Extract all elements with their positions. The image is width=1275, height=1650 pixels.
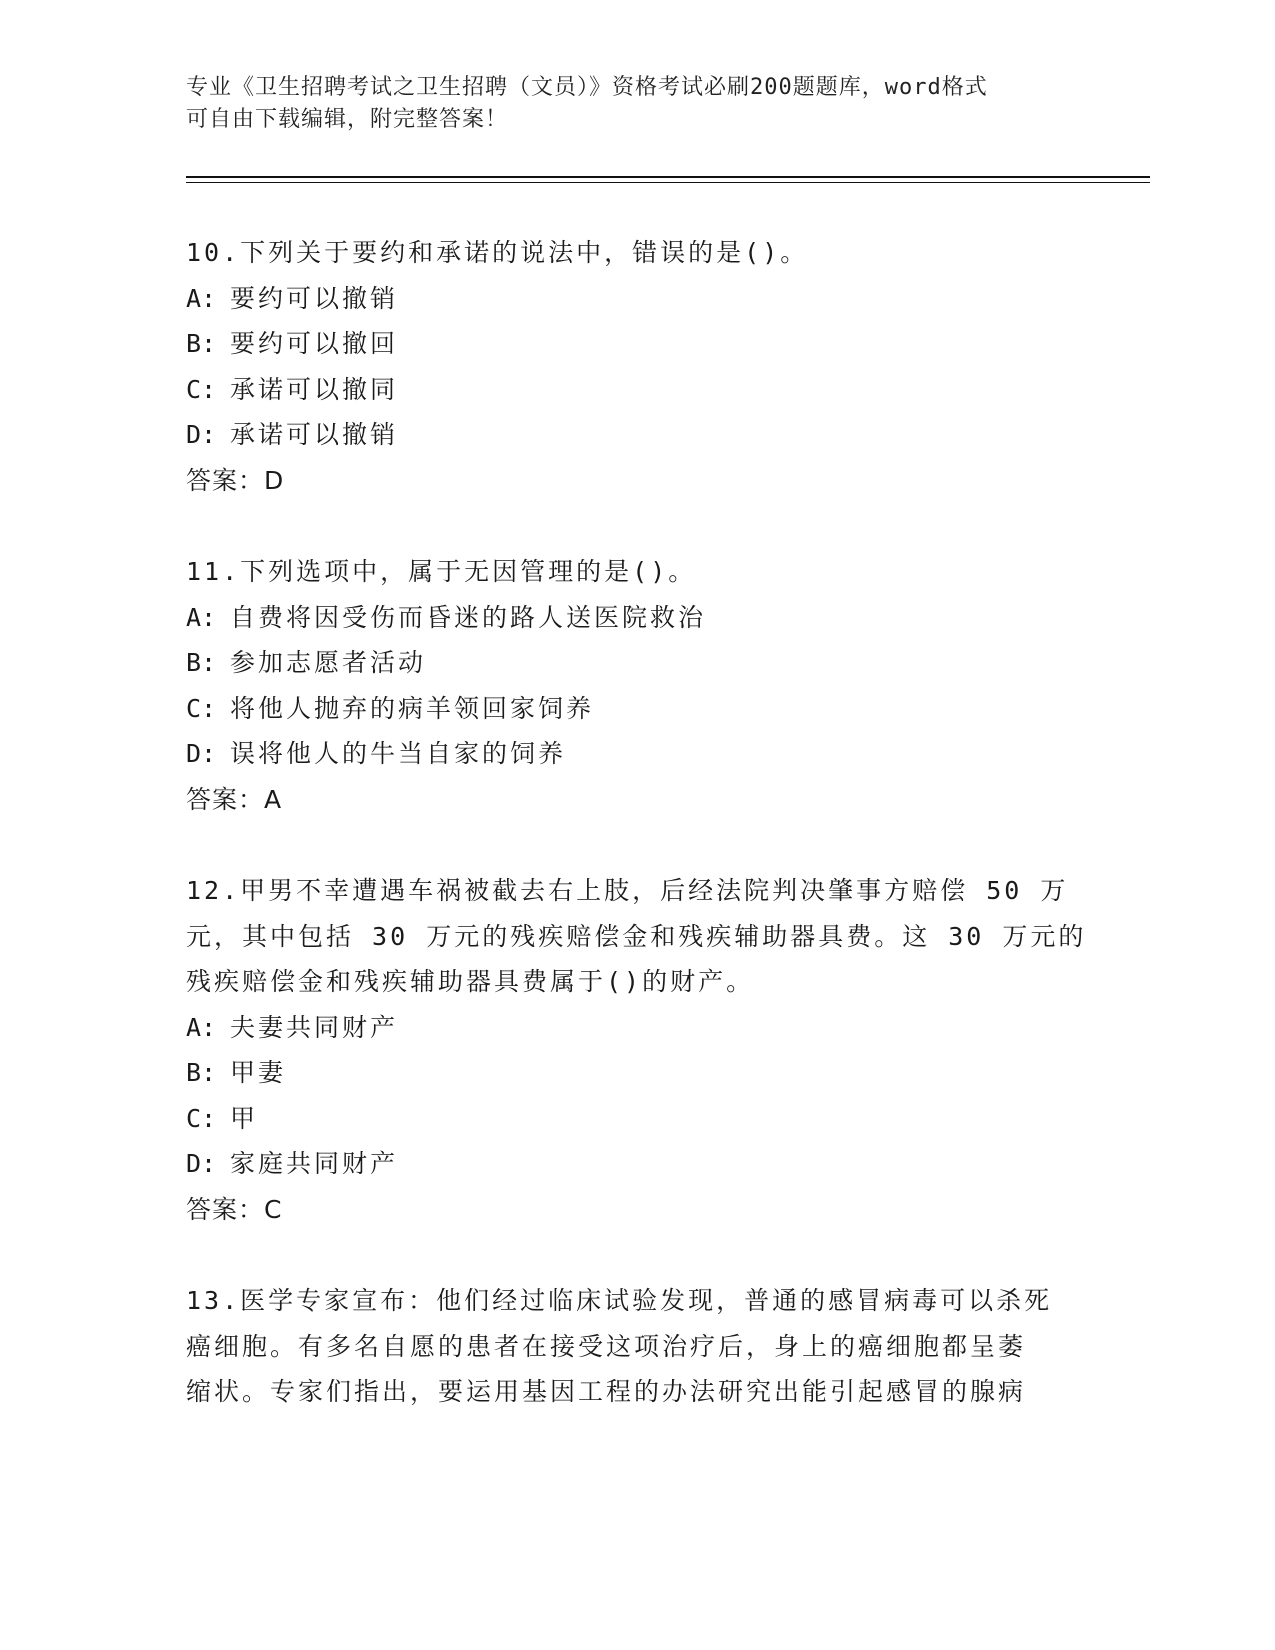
answer-line: 答案：C	[186, 1194, 283, 1224]
option-letter: D:	[186, 739, 217, 768]
option-letter: A:	[186, 283, 217, 313]
question-13	[186, 1278, 1066, 1415]
option-text: 承诺可以撤销	[230, 420, 399, 449]
option-b	[186, 1050, 1066, 1096]
option-letter: B:	[186, 1058, 217, 1087]
question-12	[186, 868, 1087, 1232]
option-text: 甲	[230, 1103, 259, 1133]
document-header	[186, 72, 1066, 136]
option-text: 家庭共同财产	[230, 1149, 399, 1178]
header-line-1: 专业《卫生招聘考试之卫生招聘（文员）》资格考试必刷200题题库，word格式	[186, 75, 988, 100]
option-letter: B:	[186, 648, 217, 677]
header-divider-thick	[186, 176, 1150, 178]
option-c	[186, 367, 1066, 413]
question-stem: 10.下列关于要约和承诺的说法中，错误的是()。	[186, 238, 809, 267]
option-b	[186, 640, 1066, 686]
header-divider-thin	[186, 182, 1150, 183]
option-letter: A:	[186, 1012, 217, 1042]
option-letter: A:	[186, 602, 217, 632]
question-11	[186, 549, 1066, 822]
option-text: 甲妻	[230, 1058, 287, 1087]
option-letter: C:	[186, 1103, 217, 1133]
question-stem-line: 残疾赔偿金和残疾辅助器具费属于()的财产。	[186, 967, 755, 996]
option-letter: B:	[186, 329, 217, 358]
option-c	[186, 1096, 1066, 1142]
option-letter: C:	[186, 374, 217, 404]
option-text: 参加志愿者活动	[230, 648, 427, 677]
option-d	[186, 1141, 1066, 1187]
option-text: 承诺可以撤同	[230, 374, 399, 404]
question-stem-line: 元，其中包括 30 万元的残疾赔偿金和残疾辅助器具费。这 30 万元的	[186, 921, 1087, 951]
option-a	[186, 276, 1066, 322]
option-letter: D:	[186, 420, 217, 449]
option-text: 夫妻共同财产	[230, 1012, 399, 1042]
option-text: 要约可以撤销	[230, 283, 399, 313]
option-c	[186, 686, 1066, 732]
option-letter: C:	[186, 693, 217, 723]
question-list	[186, 230, 1087, 1461]
question-stem-line: 12.甲男不幸遭遇车祸被截去右上肢，后经法院判决肇事方赔偿 50 万	[186, 876, 1069, 905]
question-stem-line: 13.医学专家宣布：他们经过临床试验发现，普通的感冒病毒可以杀死	[186, 1286, 1053, 1315]
option-d	[186, 412, 1066, 458]
header-line-2: 可自由下载编辑，附完整答案！	[186, 107, 509, 132]
option-text: 将他人抛弃的病羊领回家饲养	[230, 693, 595, 723]
question-10	[186, 230, 1066, 503]
option-b	[186, 321, 1066, 367]
option-text: 要约可以撤回	[230, 329, 399, 358]
question-stem-line: 缩状。专家们指出，要运用基因工程的办法研究出能引起感冒的腺病	[186, 1377, 1027, 1406]
answer-line: 答案：A	[186, 784, 283, 814]
option-d	[186, 731, 1066, 777]
option-text: 误将他人的牛当自家的饲养	[230, 739, 567, 768]
option-text: 自费将因受伤而昏迷的路人送医院救治	[230, 602, 707, 632]
answer-line: 答案：D	[186, 465, 285, 495]
option-a	[186, 1005, 1066, 1051]
question-stem-line: 癌细胞。有多名自愿的患者在接受这项治疗后，身上的癌细胞都呈萎	[186, 1331, 1027, 1361]
option-a	[186, 595, 1066, 641]
question-stem: 11.下列选项中，属于无因管理的是()。	[186, 557, 697, 586]
option-letter: D:	[186, 1149, 217, 1178]
